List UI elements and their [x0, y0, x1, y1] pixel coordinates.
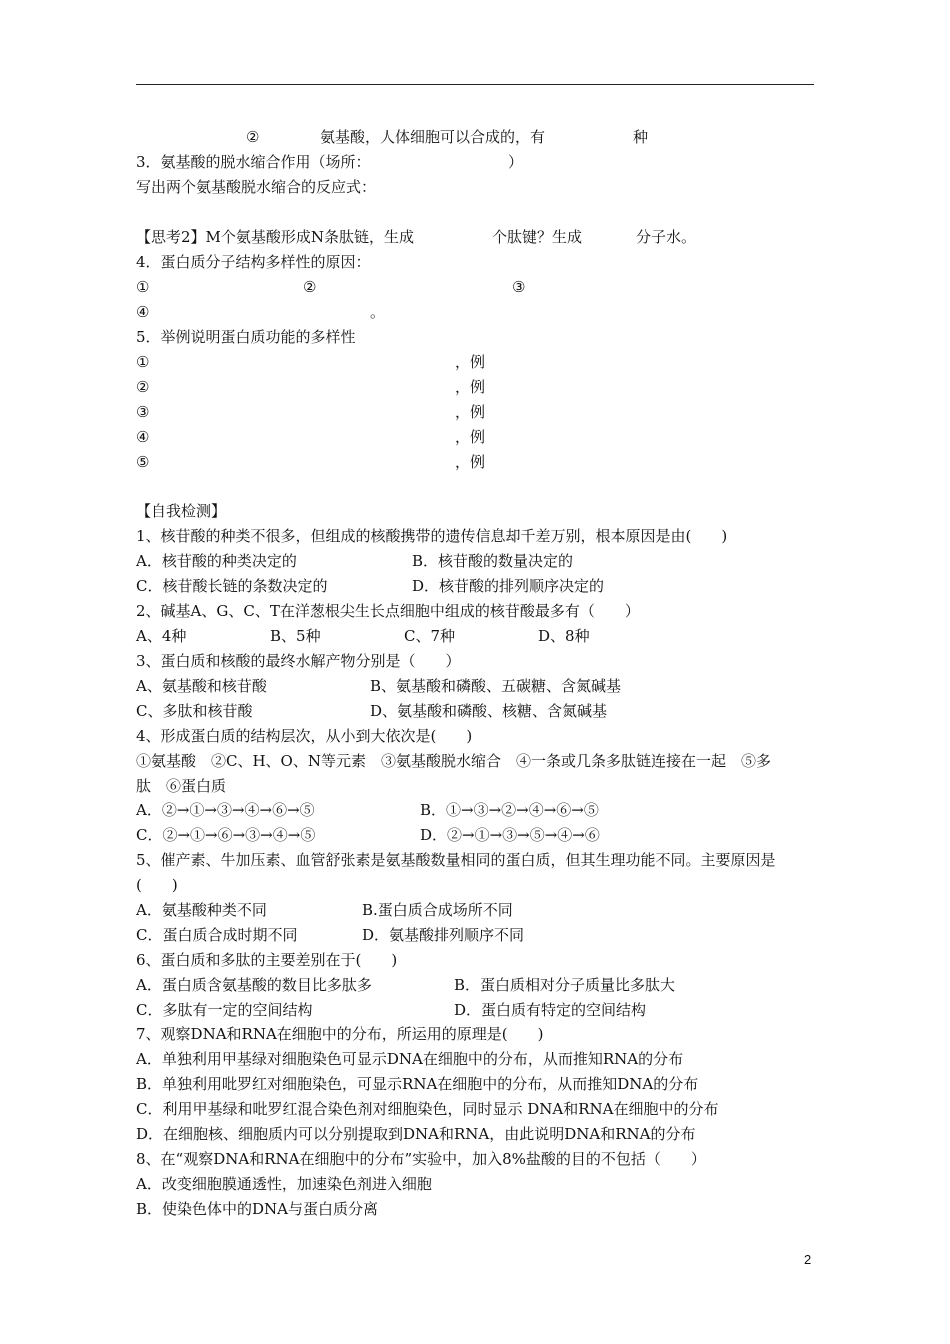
st-q3-option-d: D、氨基酸和磷酸、核糖、含氮碱基: [370, 702, 608, 720]
header-rule: [136, 84, 814, 85]
st-q1-option-a: A．核苷酸的种类决定的: [136, 552, 297, 570]
st-q4-option-d: D．②→①→③→⑤→④→⑥: [420, 826, 600, 844]
q5-item-num: ①: [136, 353, 150, 371]
q5-item-ex: ，例: [455, 428, 486, 446]
st-q8-option-b: B．使染色体中的DNA与蛋白质分离: [136, 1200, 379, 1218]
st-q6-option-c: C．多肽有一定的空间结构: [136, 1001, 313, 1019]
q5-item-ex: ，例: [455, 378, 486, 396]
st-q7-option-d: D．在细胞核、细胞质内可以分别提取到DNA和RNA，由此说明DNA和RNA的分布: [136, 1125, 696, 1143]
st-q2-option-b: B、5种: [270, 627, 321, 645]
st-q5-stem-cont: ( ): [136, 876, 178, 894]
question-4-title: 4．蛋白质分子结构多样性的原因：: [136, 253, 371, 271]
st-q1-stem: 1、核苷酸的种类不很多，但组成的核酸携带的遗传信息却千差万别，根本原因是由( ): [136, 527, 728, 545]
q5-item-num: ③: [136, 403, 150, 421]
page-number: 2: [804, 1252, 812, 1267]
st-q2-option-a: A、4种: [136, 627, 187, 645]
st-q4-line2: 肽 ⑥蛋白质: [136, 777, 227, 795]
st-q4-option-c: C．②→①→⑥→③→④→⑤: [136, 826, 316, 844]
q5-item-ex: ，例: [455, 403, 486, 421]
st-q3-option-c: C、多肽和核苷酸: [136, 702, 253, 720]
st-q4-line1: ①氨基酸 ②C、H、O、N等元素 ③氨基酸脱水缩合 ④一条或几条多肽链连接在一起 ⑤多: [136, 752, 771, 770]
st-q7-stem: 7、观察DNA和RNA在细胞中的分布，所运用的原理是( ): [136, 1025, 544, 1043]
amino-kinds: 种: [633, 128, 649, 146]
st-q3-option-b: B、氨基酸和磷酸、五碳糖、含氮碱基: [370, 677, 622, 695]
q5-item-ex: ，例: [455, 353, 486, 371]
st-q8-option-a: A．改变细胞膜通透性，加速染色剂进入细胞: [136, 1175, 432, 1193]
st-q2-option-d: D、8种: [538, 627, 590, 645]
st-q5-option-c: C．蛋白质合成时期不同: [136, 926, 298, 944]
st-q6-option-b: B．蛋白质相对分子质量比多肽大: [454, 976, 676, 994]
q5-item-num: ②: [136, 378, 150, 396]
st-q5-stem: 5、催产素、牛加压素、血管舒张素是氨基酸数量相同的蛋白质，但其生理功能不同。主要原因是: [136, 851, 776, 869]
q5-item-num: ④: [136, 428, 150, 446]
think2-b: 个肽键？生成: [492, 228, 583, 246]
q4-m4: ④: [136, 303, 150, 321]
st-q5-option-a: A．氨基酸种类不同: [136, 901, 267, 919]
st-q7-option-c: C．利用甲基绿和吡罗红混合染色剂对细胞染色，同时显示 DNA和RNA在细胞中的分布: [136, 1100, 719, 1118]
q4-m3: ③: [512, 278, 526, 296]
q4-m2: ②: [303, 278, 317, 296]
st-q7-option-b: B．单独利用吡罗红对细胞染色，可显示RNA在细胞中的分布，从而推知DNA的分布: [136, 1075, 699, 1093]
st-q6-option-d: D．蛋白质有特定的空间结构: [454, 1001, 647, 1019]
st-q4-stem: 4、形成蛋白质的结构层次，从小到大依次是( ): [136, 727, 473, 745]
st-q6-stem: 6、蛋白质和多肽的主要差别在于( ): [136, 951, 398, 969]
st-q1-option-b: B．核苷酸的数量决定的: [412, 552, 574, 570]
st-q4-option-b: B．①→③→②→④→⑥→⑤: [420, 801, 599, 819]
st-q8-stem: 8、在“观察DNA和RNA在细胞中的分布”实验中，加入8%盐酸的目的不包括（ ）: [136, 1150, 706, 1168]
reaction-prompt: 写出两个氨基酸脱水缩合的反应式：: [136, 178, 377, 196]
q4-end: 。: [370, 303, 386, 321]
amino-text: 氨基酸，人体细胞可以合成的，有: [320, 128, 546, 146]
q4-m1: ①: [136, 278, 150, 296]
question-3: 3．氨基酸的脱水缩合作用（场所：: [136, 153, 371, 171]
st-q1-option-c: C．核苷酸长链的条数决定的: [136, 577, 328, 595]
st-q2-option-c: C、7种: [404, 627, 456, 645]
self-test-heading: 【自我检测】: [136, 502, 227, 520]
st-q3-stem: 3、蛋白质和核酸的最终水解产物分别是（ ）: [136, 652, 461, 670]
st-q7-option-a: A．单独利用甲基绿对细胞染色可显示DNA在细胞中的分布，从而推知RNA的分布: [136, 1050, 684, 1068]
st-q4-option-a: A．②→①→③→④→⑥→⑤: [136, 801, 315, 819]
amino-num: ②: [246, 128, 260, 146]
st-q2-stem: 2、碱基A、G、C、T在洋葱根尖生长点细胞中组成的核苷酸最多有（ ）: [136, 602, 640, 620]
think2-c: 分子水。: [636, 228, 697, 246]
question-3-close: ）: [508, 153, 524, 171]
q5-item-ex: ，例: [455, 453, 486, 471]
q5-item-num: ⑤: [136, 453, 150, 471]
question-5-title: 5．举例说明蛋白质功能的多样性: [136, 328, 356, 346]
st-q5-option-b: B.蛋白质合成场所不同: [362, 901, 513, 919]
st-q1-option-d: D．核苷酸的排列顺序决定的: [412, 577, 605, 595]
think2-a: 【思考2】M个氨基酸形成N条肽链，生成: [136, 228, 415, 246]
st-q5-option-d: D．氨基酸排列顺序不同: [362, 926, 525, 944]
st-q3-option-a: A、氨基酸和核苷酸: [136, 677, 267, 695]
st-q6-option-a: A．蛋白质含氨基酸的数目比多肽多: [136, 976, 372, 994]
